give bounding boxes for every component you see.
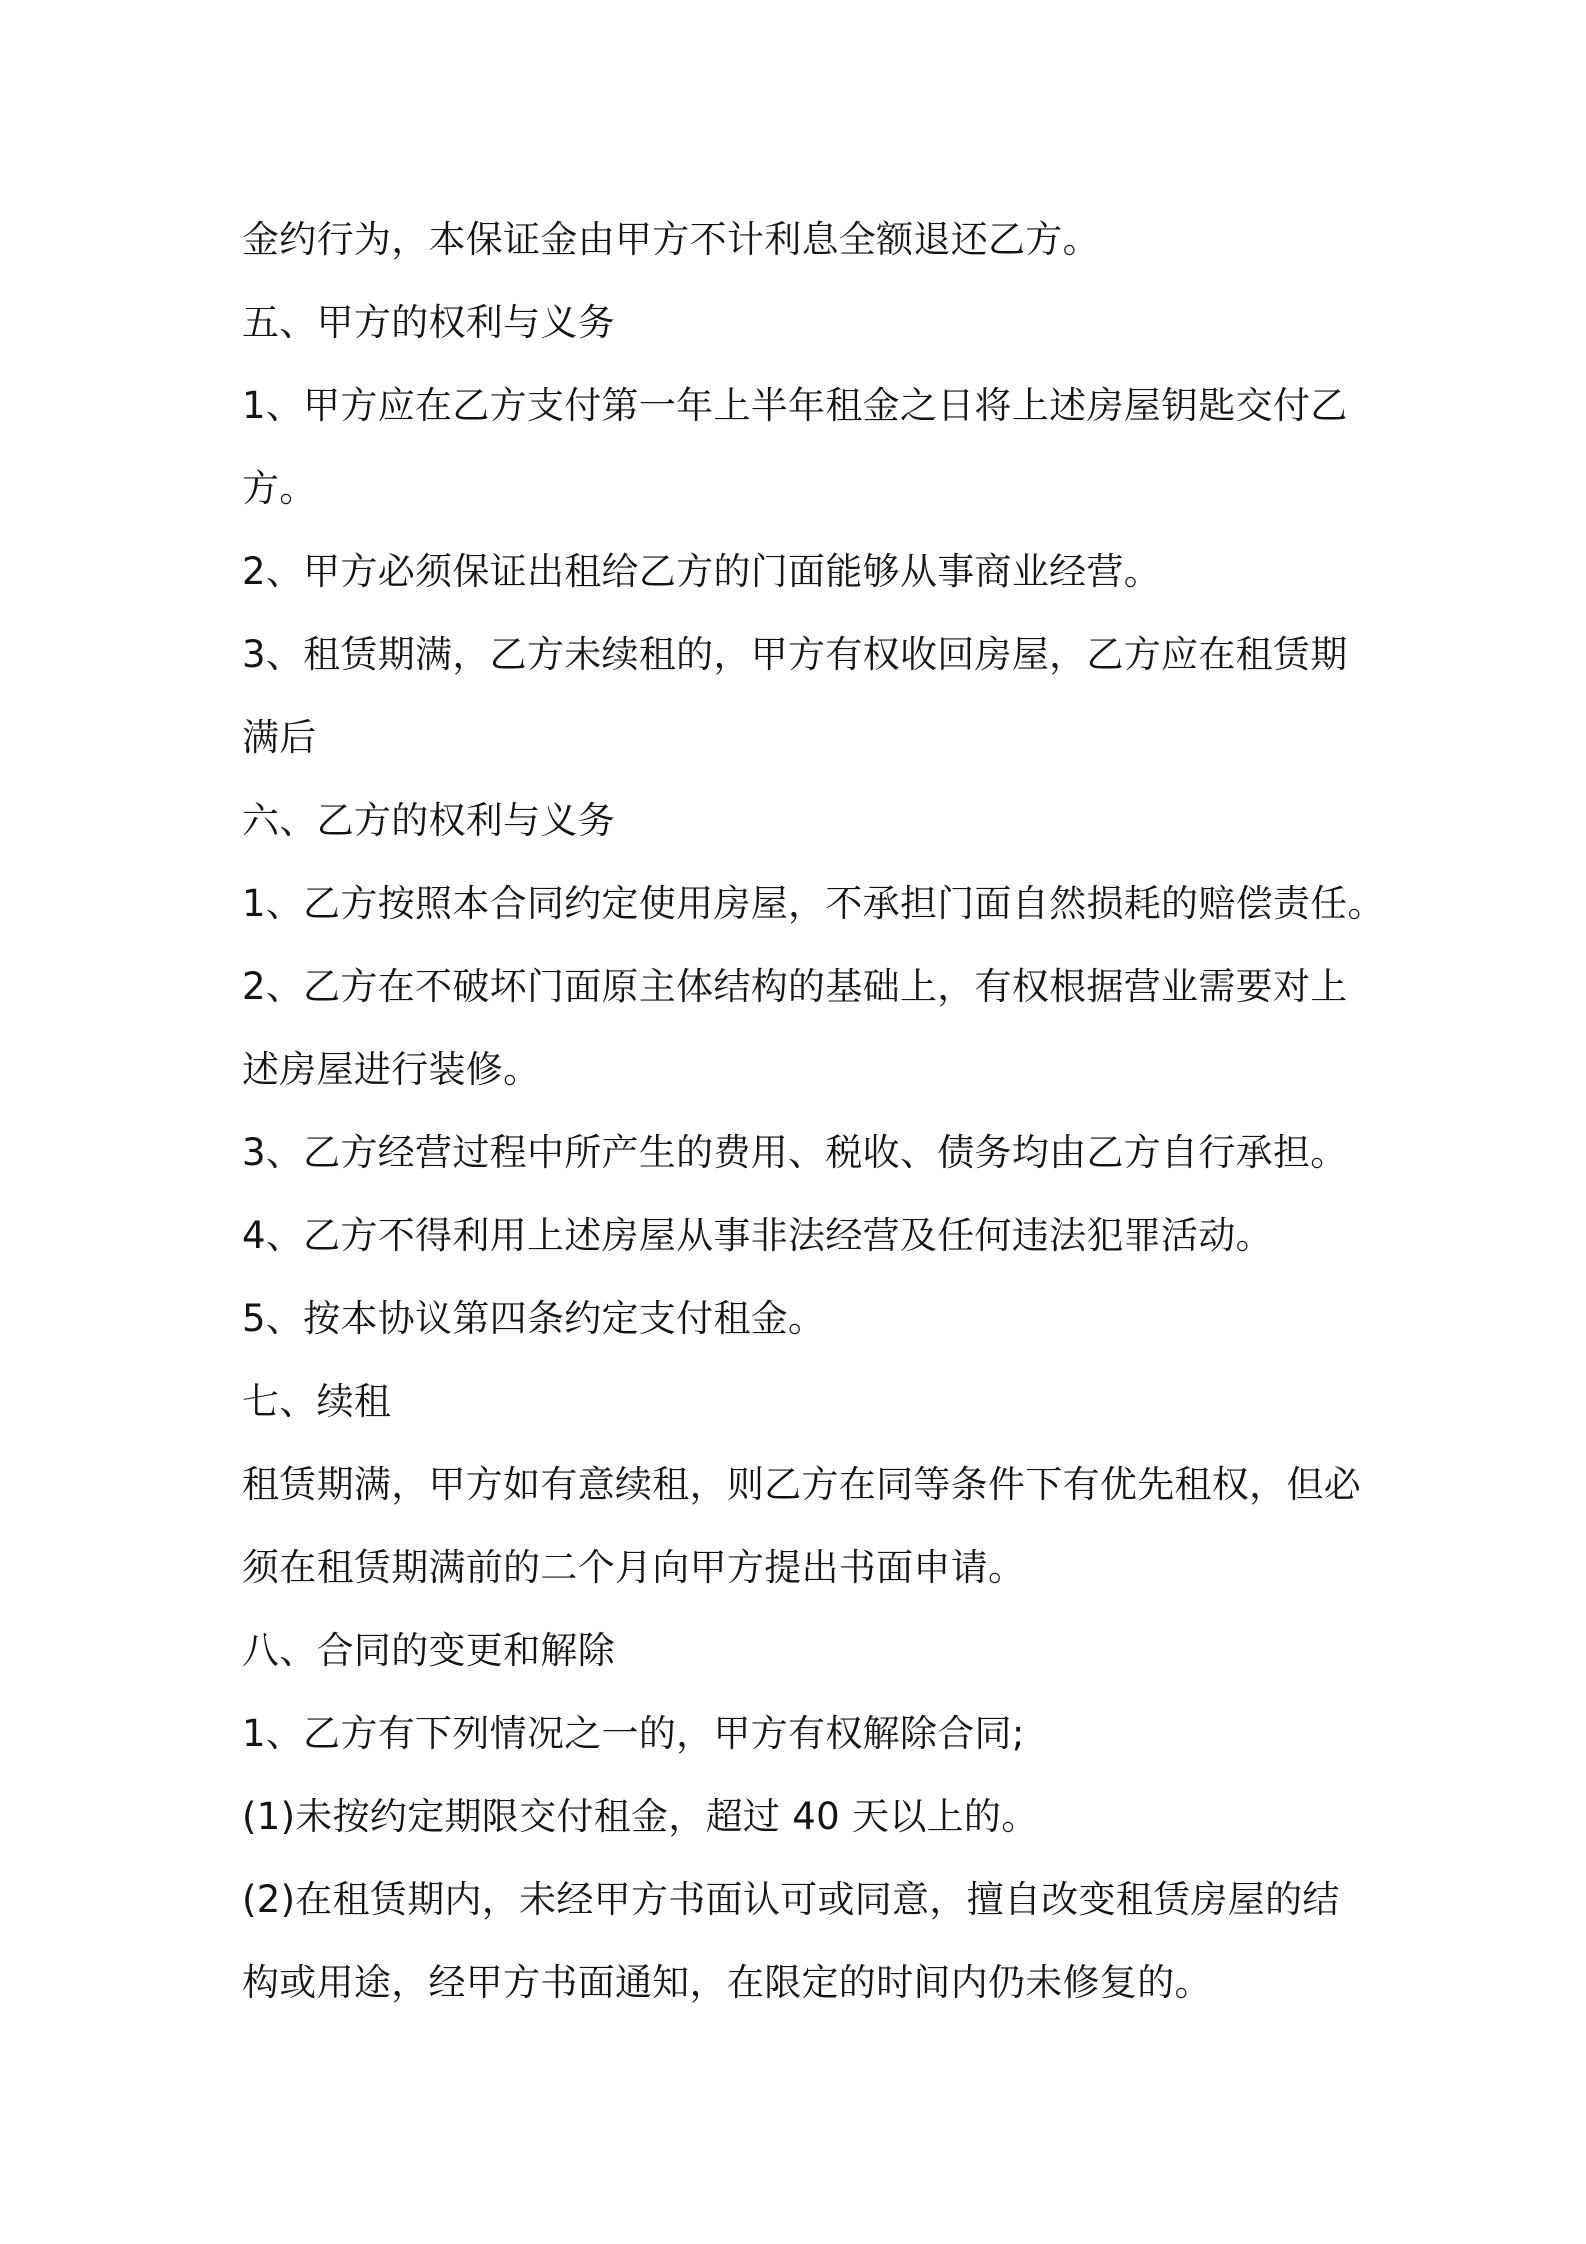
text-line: 5、按本协议第四条约定支付租金。 <box>242 1297 826 1340</box>
section-heading: 五、甲方的权利与义务 <box>242 301 615 344</box>
text-line: 方。 <box>242 467 317 510</box>
text-line: (2)在租赁期内，未经甲方书面认可或同意，擅自改变租赁房屋的结 <box>242 1878 1340 1921</box>
text-line: 4、乙方不得利用上述房屋从事非法经营及任何违法犯罪活动。 <box>242 1214 1273 1257</box>
text-line: 金约行为，本保证金由甲方不计利息全额退还乙方。 <box>242 218 1100 261</box>
text-line: 租赁期满，甲方如有意续租，则乙方在同等条件下有优先租权，但必 <box>242 1463 1361 1506</box>
text-line: (1)未按约定期限交付租金，超过 40 天以上的。 <box>242 1795 1039 1838</box>
text-line: 述房屋进行装修。 <box>242 1048 541 1091</box>
text-line: 2、甲方必须保证出租给乙方的门面能够从事商业经营。 <box>242 550 1162 593</box>
text-line: 须在租赁期满前的二个月向甲方提出书面申请。 <box>242 1546 1026 1589</box>
document-body <box>242 198 1385 2024</box>
text-line: 3、租赁期满，乙方未续租的，甲方有权收回房屋，乙方应在租赁期 <box>242 633 1348 676</box>
section-heading: 六、乙方的权利与义务 <box>242 799 615 842</box>
text-line: 3、乙方经营过程中所产生的费用、税收、债务均由乙方自行承担。 <box>242 1131 1348 1174</box>
text-line: 构或用途，经甲方书面通知，在限定的时间内仍未修复的。 <box>242 1961 1212 2004</box>
text-line: 1、乙方有下列情况之一的，甲方有权解除合同; <box>242 1712 1025 1755</box>
text-line: 1、乙方按照本合同约定使用房屋，不承担门面自然损耗的赔偿责任。 <box>242 882 1385 925</box>
section-heading: 八、合同的变更和解除 <box>242 1629 615 1672</box>
text-line: 1、甲方应在乙方支付第一年上半年租金之日将上述房屋钥匙交付乙 <box>242 384 1348 427</box>
text-line: 2、乙方在不破坏门面原主体结构的基础上，有权根据营业需要对上 <box>242 965 1348 1008</box>
section-heading: 七、续租 <box>242 1380 392 1423</box>
text-line: 满后 <box>242 716 317 759</box>
